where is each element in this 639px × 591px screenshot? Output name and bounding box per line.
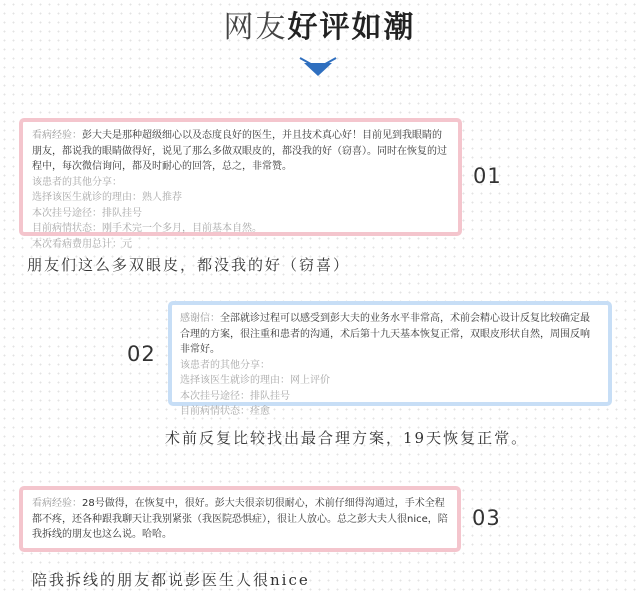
title-light: 网友 xyxy=(223,10,288,45)
review-caption-1: 朋友们这么多双眼皮，都没我的好（窃喜） xyxy=(27,256,351,274)
review-body xyxy=(32,496,448,543)
title-bold: 好评如潮 xyxy=(287,10,416,45)
meta-line: 该患者的其他分享： xyxy=(180,359,270,371)
review-caption-3: 陪我拆线的朋友都说彭医生人很nice xyxy=(32,571,310,589)
page-title xyxy=(0,6,639,50)
meta-line: 选择该医生就诊的理由：熟人推荐 xyxy=(32,192,182,203)
review-card-3 xyxy=(19,486,461,552)
meta-line: 本次挂号途径：排队挂号 xyxy=(180,390,290,402)
review-label: 看病经验： xyxy=(32,498,82,509)
review-text: 彭大夫是那种超级细心以及态度良好的医生，并且技术真心好！目前见到我眼睛的朋友，都说我的眼睛做得好，说见了那么多做双眼皮的，都没我的好（窃喜）。同时在恢复的过程中，每次微信询问，都及时耐心的回答，总之，非常赞。 xyxy=(32,130,447,172)
meta-line: 本次挂号途径：排队挂号 xyxy=(32,207,142,219)
review-text: 28号做得，在恢复中，很好。彭大夫很亲切很耐心，术前仔细得沟通过，手术全程都不疼，还各种跟我聊天让我别紧张（我医院恐惧症），很让人放心。总之彭大夫人很nice，陪我拆线的朋友也这么说。哈哈。 xyxy=(32,498,448,540)
review-number-3: 03 xyxy=(472,506,501,530)
double-chevron-down-icon xyxy=(298,56,338,78)
review-caption-2: 术前反复比较找出最合理方案，19天恢复正常。 xyxy=(165,429,529,447)
review-text: 全部就诊过程可以感受到彭大夫的业务水平非常高，术前会精心设计反复比较确定最合理的方案，很注重和患者的沟通，术后第十九天基本恢复正常，双眼皮形状自然，周围反响非常好。 xyxy=(180,313,590,355)
review-number-2: 02 xyxy=(127,342,156,366)
review-body xyxy=(32,128,449,175)
meta-line: 本次看病费用总计：元 xyxy=(32,238,132,250)
review-card-1 xyxy=(19,118,462,250)
meta-line: 目前病情状态：刚手术完一个多月，目前基本自然。 xyxy=(32,223,262,234)
review-number-1: 01 xyxy=(473,164,502,188)
meta-line: 该患者的其他分享： xyxy=(32,176,122,188)
review-body xyxy=(180,311,599,358)
review-label: 感谢信： xyxy=(180,313,220,324)
review-label: 看病经验： xyxy=(32,130,82,141)
meta-line: 目前病情状态：痊愈 xyxy=(180,406,270,417)
meta-line: 选择该医生就诊的理由：网上评价 xyxy=(180,375,330,386)
review-card-2 xyxy=(168,301,612,417)
